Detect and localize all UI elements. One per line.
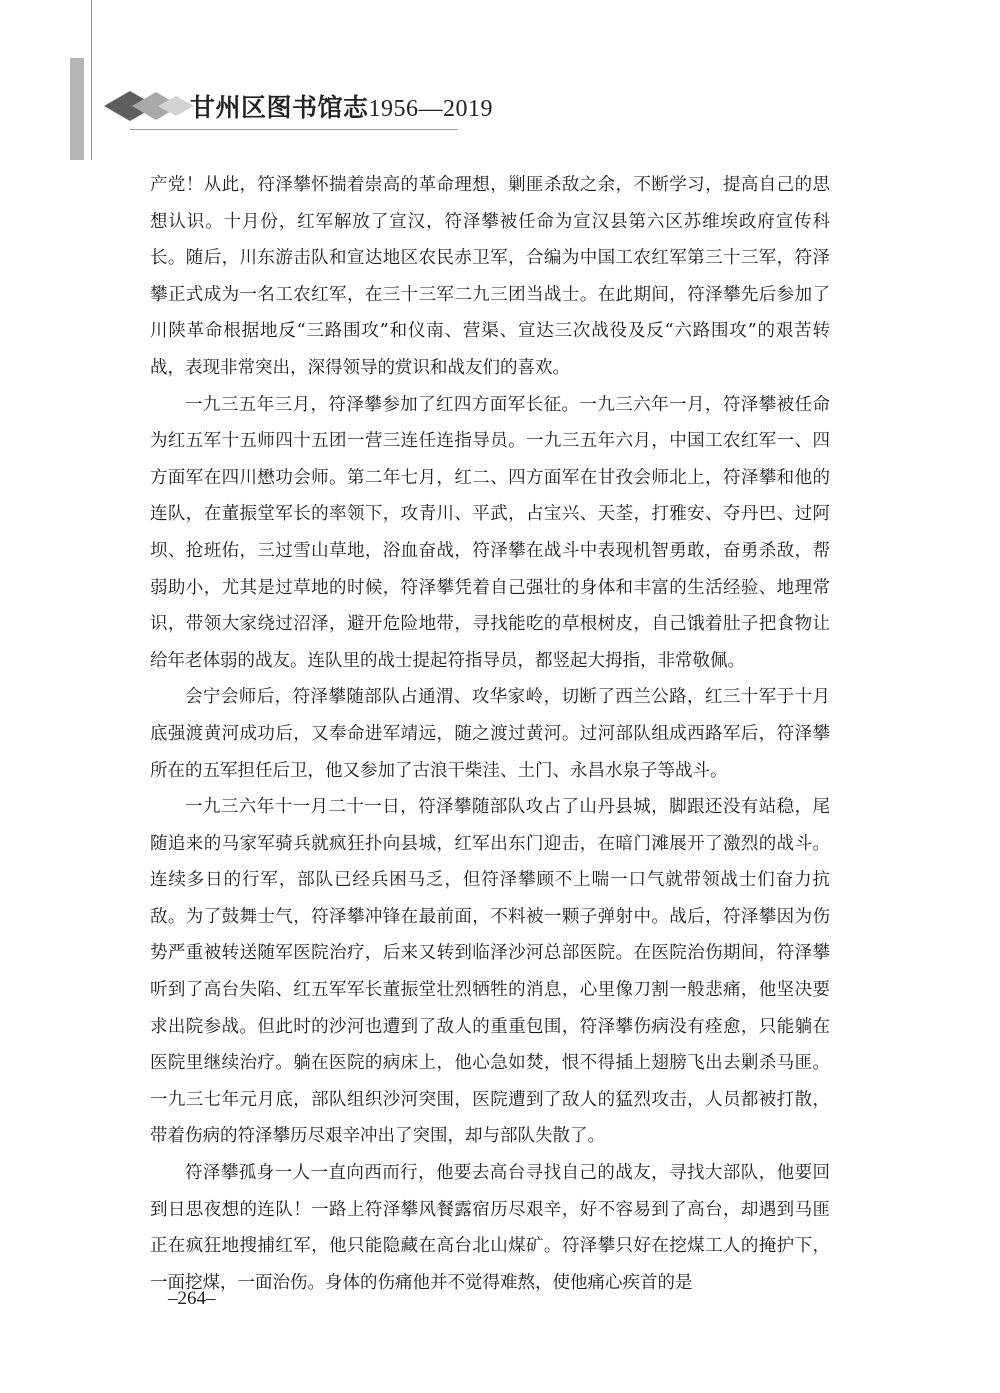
page-number: –264–: [168, 1288, 216, 1309]
paragraph-4: 一九三六年十一月二十一日，符泽攀随部队攻占了山丹县城，脚跟还没有站稳，尾随追来的马家军骑兵就疯狂扑向县城，红军出东门迎击，在暗门滩展开了激烈的战斗。连续多日的行军，部队已经兵困马乏，但符泽攀顾不上喘一口气就带领战士们奋力抗敌。为了鼓舞士气，符泽攀冲锋在最前面，不料被一颗子弹射中。战后，符泽攀因为伤势严重被转送随军医院治疗，后来又转到临泽沙河总部医院。在医院治伤期间，符泽攀听到了高台失陷、红五军军长董振堂壮烈牺牲的消息，心里像刀割一般悲痛，他坚决要求出院参战。但此时的沙河也遭到了敌人的重重包围，符泽攀伤病没有痊愈，只能躺在医院里继续治疗。躺在医院的病床上，他心急如焚，恨不得插上翅膀飞出去剿杀马匪。一九三七年元月底，部队组织沙河突围，医院遭到了敌人的猛烈攻击，人员都被打散，带着伤病的符泽攀历尽艰辛冲出了突围，却与部队失散了。: [150, 797, 830, 1147]
paragraph-5: 符泽攀孤身一人一直向西而行，他要去高台寻找自己的战友，寻找大部队，他要回到日思夜想的连队！一路上符泽攀风餐露宿历尽艰辛，好不容易到了高台，却遇到马匪正在疯狂地搜捕红军，他只能隐藏在高台北山煤矿。符泽攀只好在挖煤工人的掩护下，一面挖煤，一面治伤。身体的伤痛他并不觉得难熬，使他痛心疾首的是: [150, 1163, 830, 1293]
body-text: [150, 167, 830, 1301]
paragraph-3: 会宁会师后，符泽攀随部队占通渭、攻华家岭，切断了西兰公路，红三十军于十月底强渡黄河成功后，又奉命进军靖远，随之渡过黄河。过河部队组成西路军后，符泽攀所在的五军担任后卫，他又参加了古浪干柴洼、土门、永昌水泉子等战斗。: [150, 687, 830, 781]
page-edge-line: [91, 0, 92, 160]
header-underline: [130, 129, 458, 130]
header-side-bar: [70, 58, 84, 160]
paragraph-2: 一九三五年三月，符泽攀参加了红四方面军长征。一九三六年一月，符泽攀被任命为红五军十五师四十五团一营三连任连指导员。一九三五年六月，中国工农红军一、四方面军在四川懋功会师。第二年七月，红二、四方面军在甘孜会师北上，符泽攀和他的连队，在董振堂军长的率领下，攻青川、平武，占宝兴、天荃，打雅安、夺丹巴、过阿坝、抢班佑，三过雪山草地，浴血奋战，符泽攀在战斗中表现机智勇敢，奋勇杀敌，帮弱助小，尤其是过草地的时候，符泽攀凭着自己强壮的身体和丰富的生活经验、地理常识，带领大家绕过沼泽，避开危险地带，寻找能吃的草根树皮，自己饿着肚子把食物让给年老体弱的战友。连队里的战士提起符指导员，都竖起大拇指，非常敬佩。: [150, 394, 830, 671]
running-header-title: [190, 88, 493, 124]
header-years: 1956—2019: [368, 96, 494, 122]
header-book-title: 甘州区图书馆志: [190, 93, 369, 122]
paragraph-1: 产党！从此，符泽攀怀揣着崇高的革命理想，剿匪杀敌之余，不断学习，提高自己的思想认识。十月份，红军解放了宣汉，符泽攀被任命为宣汉县第六区苏维埃政府宣传科长。随后，川东游击队和宣达地区农民赤卫军，合编为中国工农红军第三十三军，符泽攀正式成为一名工农红军，在三十三军二九三团当战士。在此期间，符泽攀先后参加了川陕革命根据地反“三路围攻”和仪南、营渠、宣达三次战役及反“六路围攻”的艰苦转战，表现非常突出，深得领导的赏识和战友们的喜欢。: [150, 175, 830, 378]
